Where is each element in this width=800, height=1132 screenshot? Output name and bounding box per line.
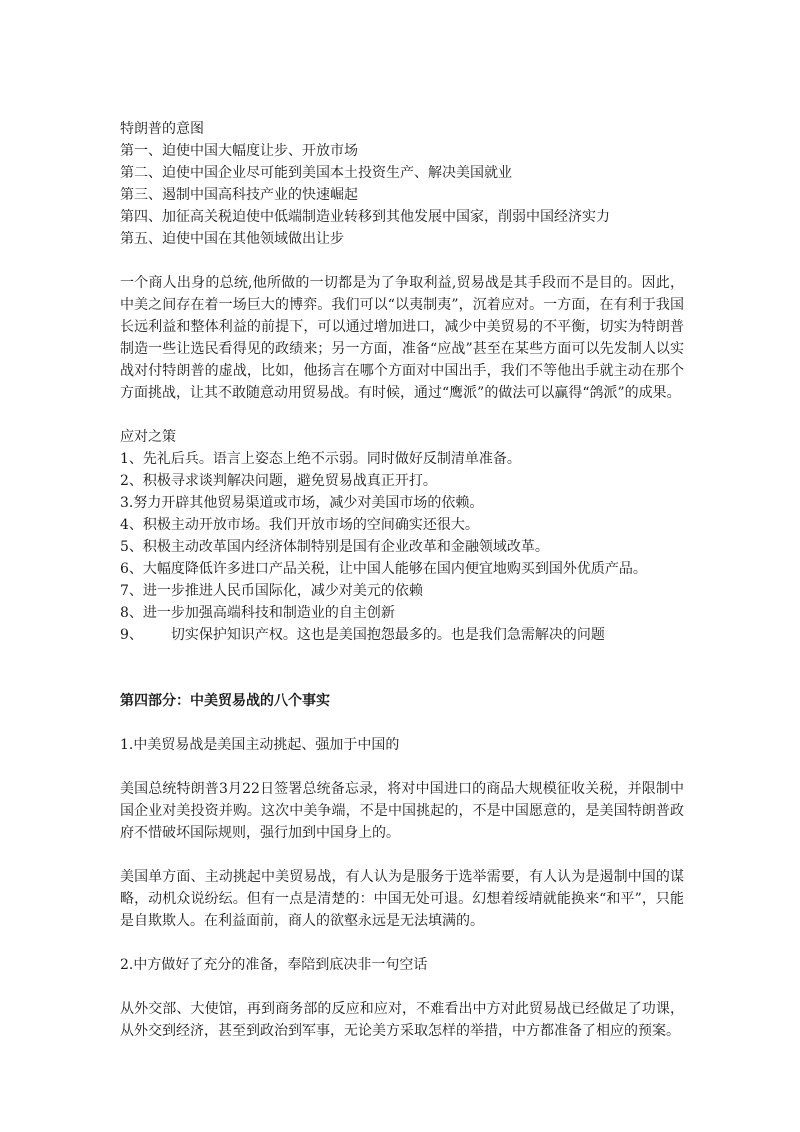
fact-paragraph: 美国总统特朗普3月22日签署总统备忘录，将对中国进口的商品大规模征收关税，并限制中国企业对美投资并购。这次中美争端，不是中国挑起的，不是中国愿意的，是美国特朗普政府不惜破坏国际规则，强行加到中国身上的。 [120,781,684,841]
intent-item: 第二、迫使中国企业尽可能到美国本土投资生产、解决美国就业 [120,165,512,181]
section-heading: 第四部分：中美贸易战的八个事实 [120,693,330,709]
strategy-item: 7、进一步推进人民币国际化，减少对美元的依赖 [120,583,423,599]
strategy-item: 8、进一步加强高端科技和制造业的自主创新 [120,605,395,621]
intent-title: 特朗普的意图 [120,121,204,137]
intent-item: 第五、迫使中国在其他领域做出让步 [120,231,344,247]
strategy-item: 2、积极寻求谈判解决问题，避免贸易战真正开打。 [120,473,437,489]
analysis-paragraph: 一个商人出身的总统,他所做的一切都是为了争取利益,贸易战是其手段而不是目的。因此，中美之间存在着一场巨大的博弈。我们可以“以夷制夷”，沉着应对。一方面，在有利于我国长远利益和整体利益的前提下，可以通过增加进口，减少中美贸易的不平衡，切实为特朗普制造一些让选民看得见的政绩来；另一方面，准备“应战”甚至在某些方面可以先发制人以实战对付特朗普的虚战，比如，他扬言在哪个方面对中国出手，我们不等他出手就主动在那个方面挑战，让其不敢随意动用贸易战。有时候，通过“鹰派”的做法可以赢得“鸽派”的成果。 [120,275,684,401]
strategy-item-number: 9、 [120,627,143,643]
strategy-item: 6、大幅度降低许多进口产品关税，让中国人能够在国内便宜地购买到国外优质产品。 [120,561,647,577]
strategy-item [120,624,684,646]
intent-item: 第一、迫使中国大幅度让步、开放市场 [120,143,358,159]
strategy-title: 应对之策 [120,429,176,445]
strategy-item: 4、积极主动开放市场。我们开放市场的空间确实还很大。 [120,517,479,533]
strategy-item: 1、先礼后兵。语言上姿态上绝不示弱。同时做好反制清单准备。 [120,451,521,467]
document-body [120,118,684,1042]
strategy-item: 5、积极主动改革国内经济体制特别是国有企业改革和金融领域改革。 [120,539,549,555]
fact-title: 2.中方做好了充分的准备，奉陪到底决非一句空话 [120,957,428,973]
fact-paragraph: 美国单方面、主动挑起中美贸易战，有人认为是服务于选举需要，有人认为是遏制中国的谋略，动机众说纷纭。但有一点是清楚的：中国无处可退。幻想着绥靖就能换来“和平”，只能是自欺欺人。在利益面前，商人的欲壑永远是无法填满的。 [120,869,684,929]
intent-item: 第四、加征高关税迫使中低端制造业转移到其他发展中国家，削弱中国经济实力 [120,209,610,225]
intent-item: 第三、遏制中国高科技产业的快速崛起 [120,187,358,203]
fact-paragraph: 从外交部、大使馆，再到商务部的反应和应对，不难看出中方对此贸易战已经做足了功课，从外交到经济，甚至到政治到军事，无论美方采取怎样的举措，中方都准备了相应的预案。 [120,1001,684,1039]
strategy-item: 3.努力开辟其他贸易渠道或市场，减少对美国市场的依赖。 [120,495,484,511]
fact-title: 1.中美贸易战是美国主动挑起、强加于中国的 [120,737,400,753]
strategy-item-text: 切实保护知识产权。这也是美国抱怨最多的。也是我们急需解决的问题 [170,627,605,643]
